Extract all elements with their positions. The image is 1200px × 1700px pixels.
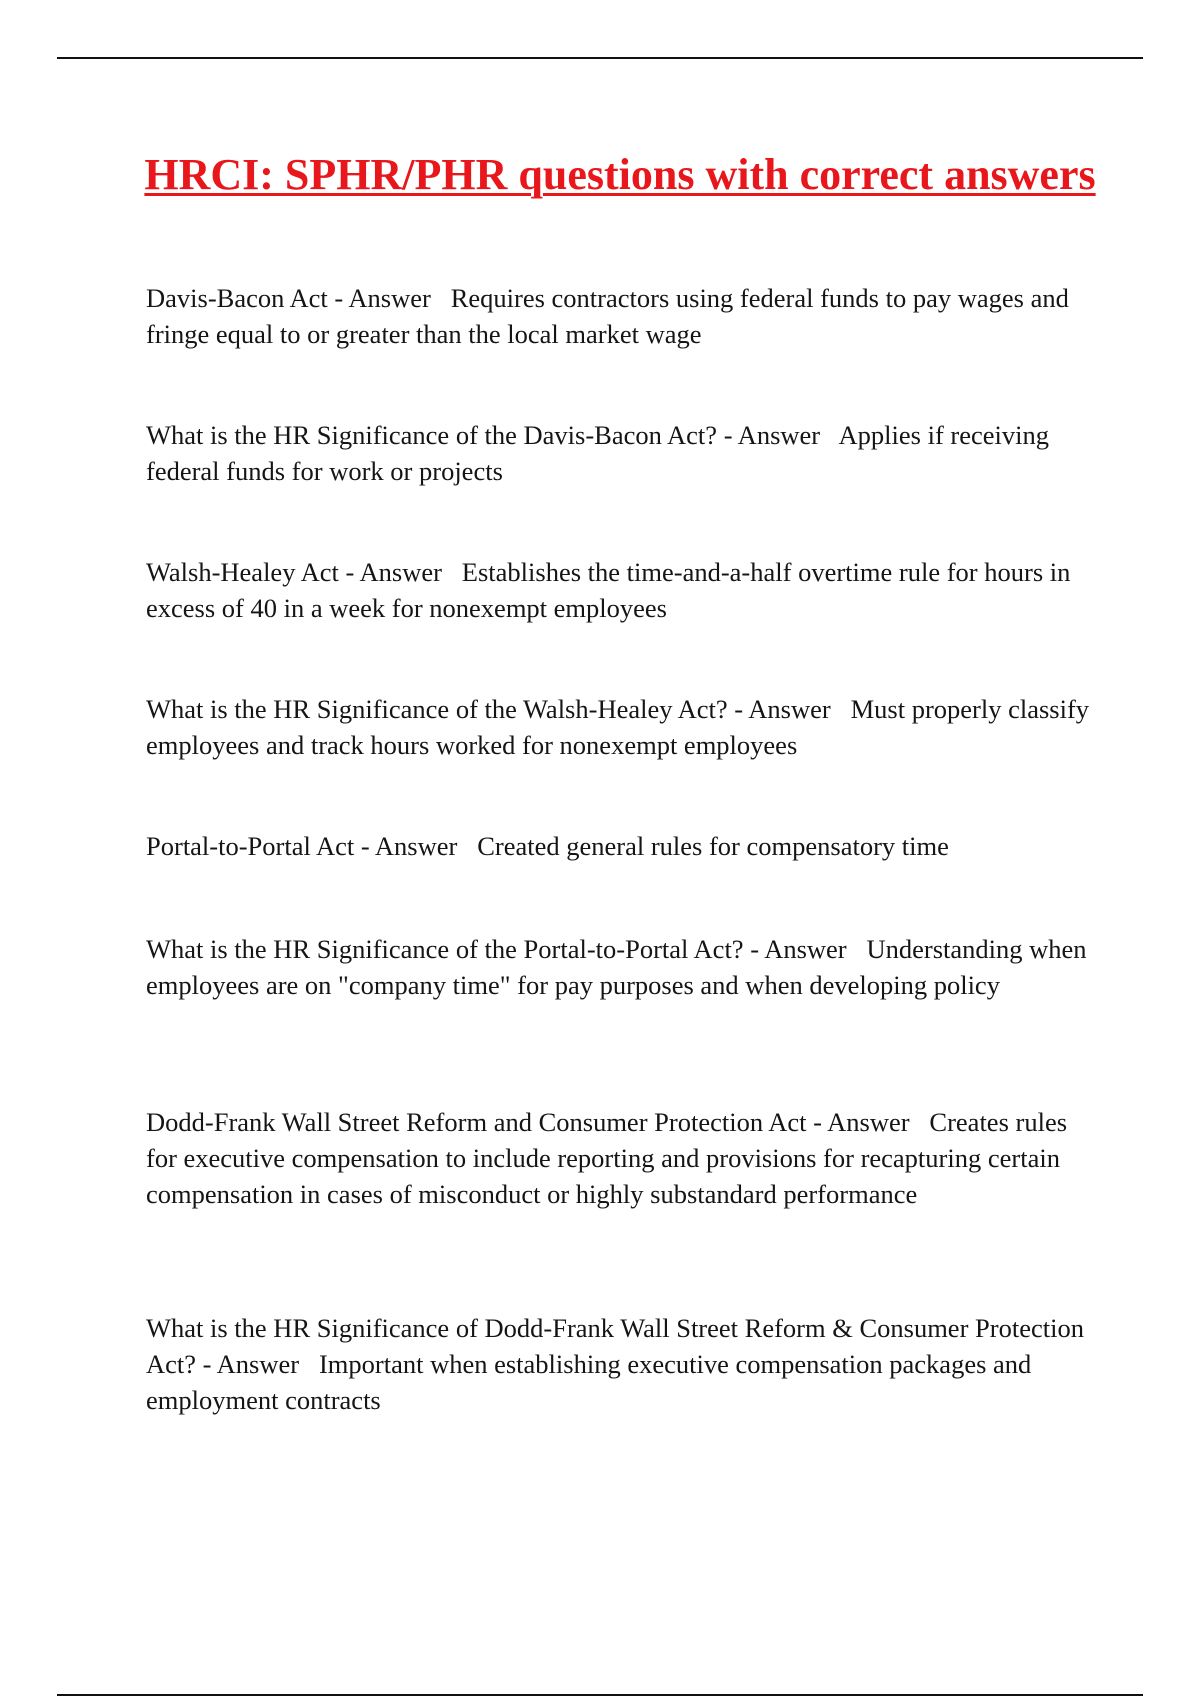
answer-text: Must properly classify employees and track hours worked for nonexempt employees [146, 694, 1090, 760]
question-text: What is the HR Significance of the Portal-to-Portal Act? [146, 934, 744, 964]
answer-text: Important when establishing executive compensation packages and employment contracts [146, 1349, 1032, 1415]
qa-item [146, 828, 1096, 864]
answer-separator: - Answer [354, 831, 478, 861]
qa-item [146, 554, 1096, 626]
bottom-rule [57, 1694, 1143, 1696]
answer-text: Understanding when employees are on "company time" for pay purposes and when developing policy [146, 934, 1087, 1000]
question-text: Portal-to-Portal Act [146, 831, 355, 861]
qa-item [146, 1310, 1096, 1418]
qa-item [146, 1104, 1096, 1212]
question-text: Davis-Bacon Act [146, 283, 328, 313]
answer-separator: - Answer [727, 694, 851, 724]
answer-separator: - Answer [717, 420, 839, 450]
document-title: HRCI: SPHR/PHR questions with correct answers [144, 150, 1096, 199]
answer-separator: - Answer [338, 557, 462, 587]
top-rule [57, 57, 1143, 59]
answer-separator: - Answer [743, 934, 867, 964]
question-text: What is the HR Significance of the Davis-Bacon Act? [146, 420, 718, 450]
answer-separator: - Answer [196, 1349, 319, 1379]
question-text: Walsh-Healey Act [146, 557, 339, 587]
answer-text: Applies if receiving federal funds for work or projects [146, 420, 1049, 486]
qa-item [146, 417, 1096, 489]
answer-text: Created general rules for compensatory time [477, 831, 949, 861]
qa-item [146, 691, 1096, 763]
qa-item [146, 280, 1096, 352]
question-text: What is the HR Significance of the Walsh-Healey Act? [146, 694, 728, 724]
answer-separator: - Answer [806, 1107, 930, 1137]
answer-text: Creates rules for executive compensation to include reporting and provisions for recapturing certain compensation in cases of misconduct or highly substandard performance [146, 1107, 1068, 1209]
question-text: What is the HR Significance of Dodd-Frank Wall Street Reform & Consumer Protection Act? [146, 1313, 1084, 1379]
answer-text: Establishes the time-and-a-half overtime rule for hours in excess of 40 in a week for nonexempt employees [146, 557, 1071, 623]
question-text: Dodd-Frank Wall Street Reform and Consumer Protection Act [146, 1107, 807, 1137]
answer-separator: - Answer [327, 283, 451, 313]
qa-item [146, 931, 1096, 1003]
answer-text: Requires contractors using federal funds to pay wages and fringe equal to or greater than the local market wage [146, 283, 1069, 349]
